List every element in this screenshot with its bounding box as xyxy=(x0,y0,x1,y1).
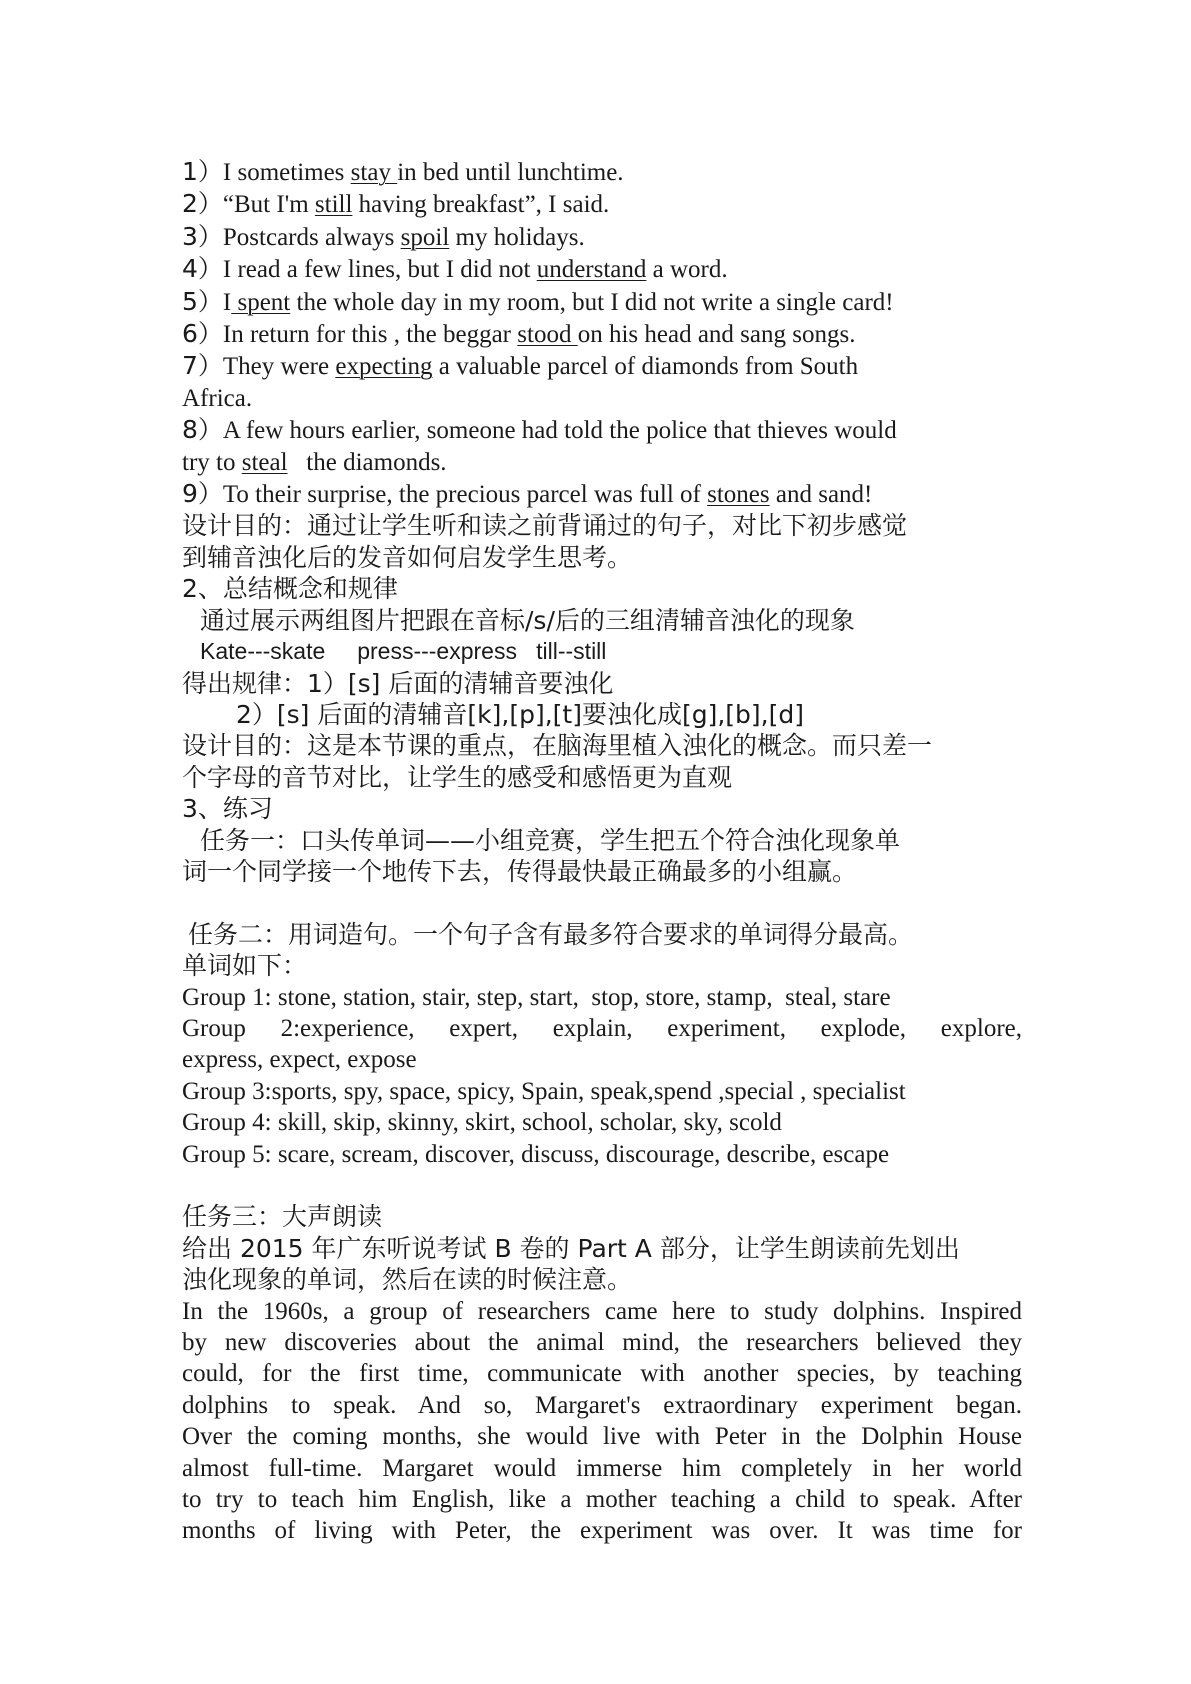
sentence-text: on his head and sang songs. xyxy=(577,321,856,349)
passage-line: to try to teach him English, like a mother teaching a child to speak. After xyxy=(182,1486,1022,1514)
sentence-number: 8） xyxy=(182,415,223,445)
task-3-text: 浊化现象的单词，然后在读的时候注意。 xyxy=(182,1265,633,1295)
sentence-text: try to xyxy=(182,448,242,476)
sentence-text: in bed until lunchtime. xyxy=(397,159,624,186)
purpose-text: 设计目的：通过让学生听和读之前背诵过的句子，对比下初步感觉 xyxy=(182,511,908,541)
sentence-2 xyxy=(182,188,1022,220)
sentence-number: 5） xyxy=(182,286,223,316)
purpose-text: 个字母的音节对比，让学生的感受和感悟更为直观 xyxy=(182,762,733,792)
rule-1: 得出规律：1）[s] 后面的清辅音要浊化 xyxy=(182,668,614,698)
group-line: Group 1: stone, station, stair, step, start, stop, store, stamp, steal, stare xyxy=(182,983,891,1011)
sentence-number: 9） xyxy=(182,479,223,509)
section-heading: 2、总结概念和规律 xyxy=(182,574,398,604)
word-pairs: Kate---skate press---express till--still xyxy=(200,638,607,665)
sentence-6 xyxy=(182,318,1022,350)
document-page xyxy=(182,156,1022,1547)
group-line: Group 4: skill, skip, skinny, skirt, school, scholar, sky, scold xyxy=(182,1109,782,1137)
passage-line: Over the coming months, she would live with Peter in the Dolphin House xyxy=(182,1423,1022,1451)
group-line: Group 5: scare, scream, discover, discuss, discourage, describe, escape xyxy=(182,1140,890,1168)
sentence-text: A few hours earlier, someone had told the police that thieves would xyxy=(222,417,897,445)
task-3-text: 给出 2015 年广东听说考试 B 卷的 Part A 部分，让学生朗读前先划出 xyxy=(182,1233,960,1263)
spacer xyxy=(182,887,1022,918)
sentence-text: having breakfast”, I said. xyxy=(352,191,610,219)
passage-line: could, for the first time, communicate with another species, by teaching xyxy=(182,1360,1022,1388)
sentence-number: 7） xyxy=(182,351,223,381)
task-3-heading: 任务三：大声朗读 xyxy=(182,1202,383,1232)
sentence-text: In return for this , the beggar xyxy=(222,321,518,349)
task-2-text: 任务二：用词造句。一个句子含有最多符合要求的单词得分最高。 xyxy=(188,919,914,949)
sentence-number: 4） xyxy=(182,254,223,284)
sentence-3 xyxy=(182,221,1022,253)
sentence-text: a valuable parcel of diamonds from South xyxy=(432,353,859,381)
underlined-word: still xyxy=(314,191,353,219)
sentence-number: 3） xyxy=(182,221,223,251)
sentence-text: I xyxy=(222,288,232,316)
group-line: Group 3:sports, spy, space, spicy, Spain, speak,spend ,special , specialist xyxy=(182,1077,906,1105)
sentence-8-cont xyxy=(182,447,1022,478)
sentence-text: and sand! xyxy=(769,481,873,509)
sentence-text: I read a few lines, but I did not xyxy=(222,256,537,284)
sentence-4 xyxy=(182,253,1022,285)
sentence-text: a word. xyxy=(646,256,728,284)
sentence-1 xyxy=(182,156,1022,188)
passage-line: dolphins to speak. And so, Margaret's extraordinary experiment began. xyxy=(182,1391,1022,1419)
task-1-text: 任务一：口头传单词——小组竞赛，学生把五个符合浊化现象单 xyxy=(200,825,901,855)
underlined-word: stay xyxy=(350,159,398,186)
rule-2: 2）[s] 后面的清辅音[k],[p],[t]要浊化成[g],[b],[d] xyxy=(236,699,804,729)
sentence-8 xyxy=(182,414,1022,446)
passage-line: In the 1960s, a group of researchers came here to study dolphins. Inspired xyxy=(182,1297,1022,1325)
group-line: Group 2:experience, expert, explain, experiment, explode, explore, xyxy=(182,1014,1022,1042)
underlined-word: stones xyxy=(707,481,770,509)
sentence-text: the whole day in my room, but I did not write a single card! xyxy=(290,288,894,316)
sentence-text: the diamonds. xyxy=(287,448,447,476)
task-2-text: 单词如下： xyxy=(182,951,308,981)
sentence-number: 2） xyxy=(182,189,223,219)
sentence-5 xyxy=(182,286,1022,318)
underlined-word: spoil xyxy=(400,223,450,251)
passage-line: almost full-time. Margaret would immerse him completely in her world xyxy=(182,1454,1022,1482)
underlined-word: expecting xyxy=(335,353,433,381)
sentence-text: I sometimes xyxy=(222,159,351,186)
task-1-text: 词一个同学接一个地传下去，传得最快最正确最多的小组赢。 xyxy=(182,856,858,886)
section-intro: 通过展示两组图片把跟在音标/s/后的三组清辅音浊化的现象 xyxy=(200,605,855,635)
underlined-word: understand xyxy=(536,256,647,284)
sentence-7 xyxy=(182,350,1022,382)
spacer xyxy=(182,1170,1022,1201)
passage-line: by new discoveries about the animal mind, the researchers believed they xyxy=(182,1329,1022,1356)
sentence-7-cont: Africa. xyxy=(182,384,253,412)
group-line: express, expect, expose xyxy=(182,1046,417,1074)
underlined-word: spent xyxy=(231,288,291,316)
sentence-number: 6） xyxy=(182,319,223,349)
sentence-text: To their surprise, the precious parcel was full of xyxy=(222,481,708,509)
sentence-text: Postcards always xyxy=(222,223,401,251)
passage-line: months of living with Peter, the experiment was over. It was time for xyxy=(182,1517,1022,1545)
purpose-text: 到辅音浊化后的发音如何启发学生思考。 xyxy=(182,542,633,572)
sentence-number: 1） xyxy=(182,157,223,186)
section-heading: 3、练习 xyxy=(182,794,273,824)
sentence-text: They were xyxy=(222,353,336,381)
underlined-word: stood xyxy=(517,321,578,349)
sentence-text: “But I'm xyxy=(222,191,315,219)
underlined-word: steal xyxy=(241,448,288,476)
purpose-text: 设计目的：这是本节课的重点，在脑海里植入浊化的概念。而只差一 xyxy=(182,731,933,761)
sentence-9 xyxy=(182,478,1022,510)
sentence-text: my holidays. xyxy=(449,223,585,251)
